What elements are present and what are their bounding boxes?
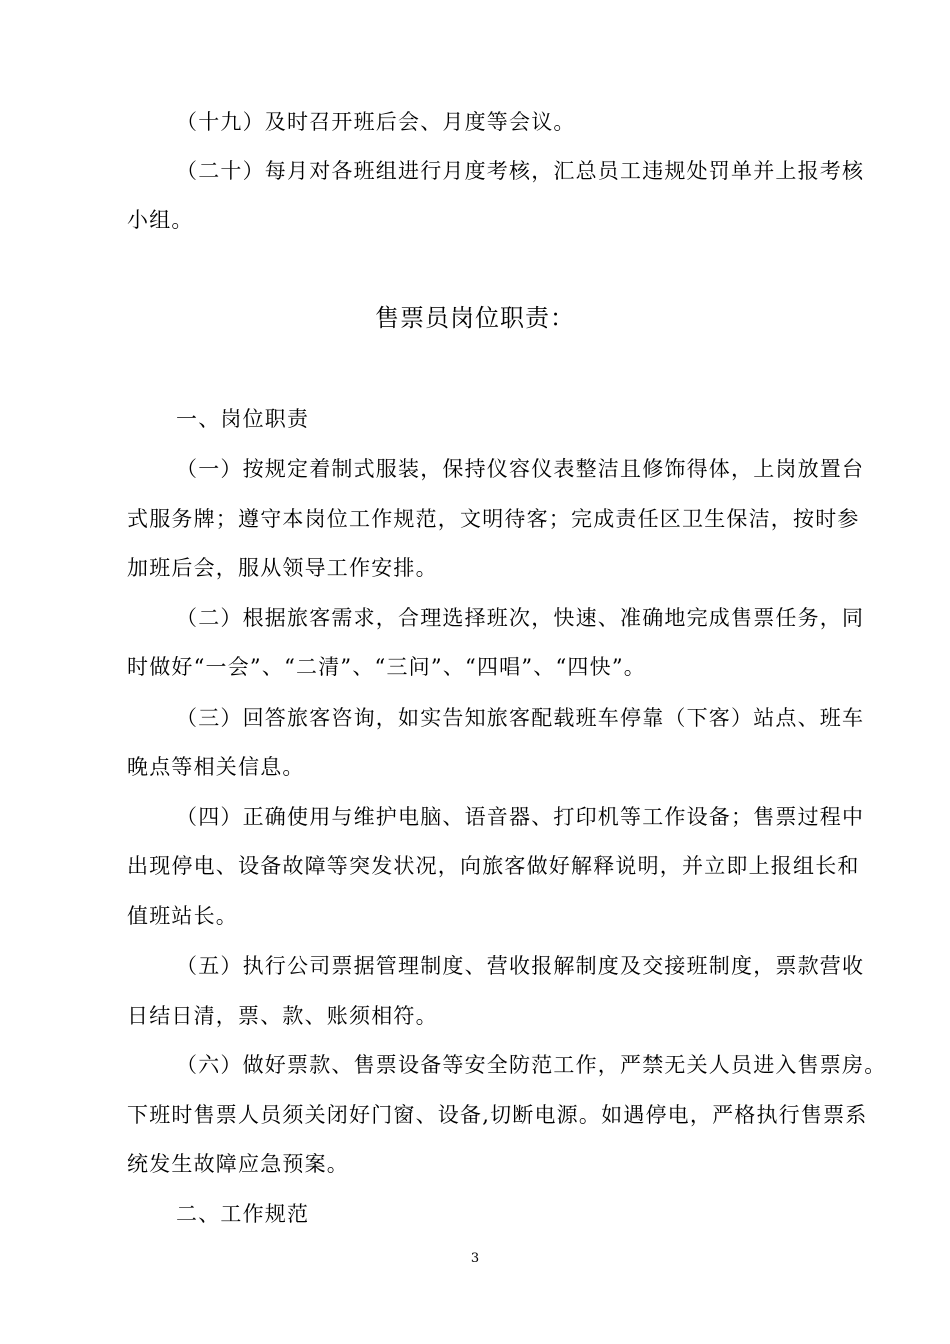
section-heading: 二、工作规范 — [176, 1202, 310, 1226]
paragraph-line: （十九）及时召开班后会、月度等会议。 — [176, 110, 576, 134]
paragraph-line: （二）根据旅客需求，合理选择班次，快速、准确地完成售票任务，同 — [176, 606, 865, 630]
paragraph-line: 加班后会，服从领导工作安排。 — [127, 556, 438, 580]
paragraph-line: 出现停电、设备故障等突发状况，向旅客做好解释说明，并立即上报组长和 — [127, 854, 860, 878]
paragraph-line: 值班站长。 — [127, 904, 238, 928]
paragraph-line: （五）执行公司票据管理制度、营收报解制度及交接班制度，票款营收 — [176, 954, 865, 978]
paragraph-line: 下班时售票人员须关闭好门窗、设备,切断电源。如遇停电，严格执行售票系 — [127, 1103, 868, 1127]
paragraph-line: （六）做好票款、售票设备等安全防范工作，严禁无关人员进入售票房。 — [176, 1053, 887, 1077]
paragraph-line: 晚点等相关信息。 — [127, 755, 305, 779]
paragraph-line: 小组。 — [127, 208, 194, 232]
page-number: 3 — [470, 1251, 480, 1266]
paragraph-line: （一）按规定着制式服装，保持仪容仪表整洁且修饰得体，上岗放置台 — [176, 457, 865, 481]
paragraph-line: 式服务牌；遵守本岗位工作规范，文明待客；完成责任区卫生保洁，按时参 — [127, 507, 860, 531]
section-title: 售票员岗位职责： — [375, 304, 575, 332]
paragraph-line: （三）回答旅客咨询，如实告知旅客配载班车停靠（下客）站点、班车 — [176, 706, 865, 730]
section-heading: 一、岗位职责 — [176, 407, 310, 431]
paragraph-line: （二十）每月对各班组进行月度考核，汇总员工违规处罚单并上报考核 — [176, 159, 865, 183]
paragraph-line: （四）正确使用与维护电脑、语音器、打印机等工作设备；售票过程中 — [176, 805, 865, 829]
paragraph-line: 统发生故障应急预案。 — [127, 1152, 349, 1176]
paragraph-line: 时做好“一会”、“二清”、“三问”、“四唱”、“四快”。 — [127, 655, 646, 679]
paragraph-line: 日结日清，票、款、账须相符。 — [127, 1004, 438, 1028]
